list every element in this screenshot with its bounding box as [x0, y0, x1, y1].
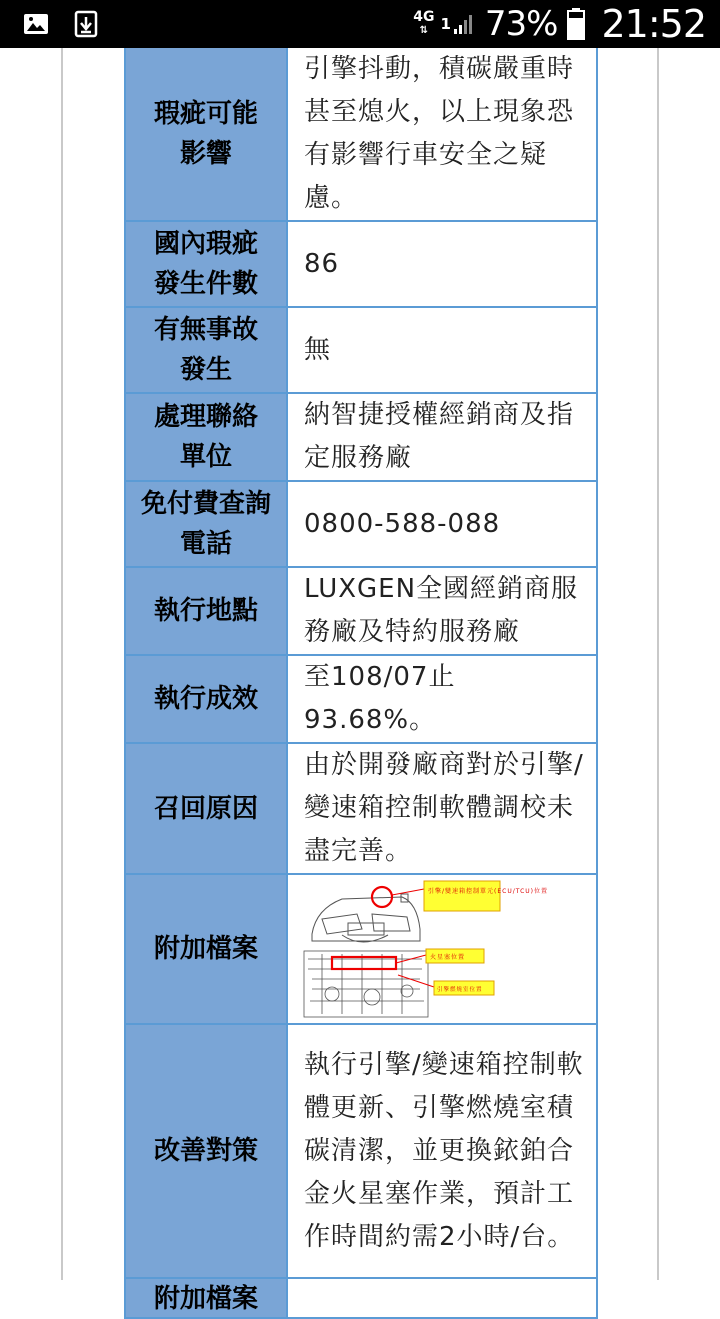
row-header: 執行成效 — [125, 655, 287, 743]
page-border-left — [61, 48, 63, 1280]
row-header: 召回原因 — [125, 743, 287, 874]
row-header: 附加檔案 — [125, 1278, 287, 1318]
row-header: 改善對策 — [125, 1024, 287, 1278]
row-header: 附加檔案 — [125, 874, 287, 1024]
gallery-icon — [22, 10, 50, 38]
row-value: 執行引擎/變速箱控制軟體更新、引擎燃燒室積碳清潔，並更換銥鉑合金火星塞作業，預計工作時間約需2小時/台。 — [287, 1024, 597, 1278]
row-header: 執行地點 — [125, 567, 287, 655]
table-row — [125, 481, 597, 567]
network-type-icon: 4G ⇅ — [413, 9, 435, 36]
clock: 21:52 — [601, 2, 706, 46]
battery-icon — [567, 8, 585, 40]
phone-number[interactable]: 0800-588-088 — [287, 481, 597, 567]
row-value: 無 — [287, 307, 597, 393]
row-value: 至108/07止93.68%。 — [287, 655, 597, 743]
recall-info-table — [124, 48, 598, 1319]
row-value — [287, 1278, 597, 1318]
attachment-image[interactable] — [302, 879, 548, 1019]
callout-ecu: 引擎/變速箱控制單元(ECU/TCU)位置 — [428, 888, 548, 895]
row-header: 國內瑕疵發生件數 — [125, 221, 287, 307]
table-row — [125, 307, 597, 393]
table-row — [125, 48, 597, 221]
row-value: 由於開發廠商對於引擎/變速箱控制軟體調校未盡完善。 — [287, 743, 597, 874]
row-value: 納智捷授權經銷商及指定服務廠 — [287, 393, 597, 481]
row-value: 引擎抖動，積碳嚴重時甚至熄火，以上現象恐有影響行車安全之疑慮。 — [287, 48, 597, 221]
signal-icon — [453, 13, 475, 35]
callout-combustion-chamber: 引擎燃燒室位置 — [437, 987, 483, 993]
table-row — [125, 567, 597, 655]
table-row — [125, 1278, 597, 1318]
download-icon — [72, 10, 100, 38]
table-row — [125, 743, 597, 874]
table-row — [125, 221, 597, 307]
row-value: LUXGEN全國經銷商服務廠及特約服務廠 — [287, 567, 597, 655]
row-header: 處理聯絡單位 — [125, 393, 287, 481]
table-row — [125, 874, 597, 1024]
battery-percentage: 73% — [484, 4, 558, 44]
page-border-right — [657, 48, 659, 1280]
signal-indicator: 1 — [440, 15, 451, 33]
callout-spark-plug: 火星塞位置 — [430, 954, 466, 961]
table-row — [125, 1024, 597, 1278]
row-value: 86 — [287, 221, 597, 307]
table-row — [125, 393, 597, 481]
row-header: 免付費查詢電話 — [125, 481, 287, 567]
status-bar — [0, 0, 720, 48]
row-header: 瑕疵可能影響 — [125, 48, 287, 221]
table-row — [125, 655, 597, 743]
attachment-cell — [287, 874, 597, 1024]
row-header: 有無事故發生 — [125, 307, 287, 393]
